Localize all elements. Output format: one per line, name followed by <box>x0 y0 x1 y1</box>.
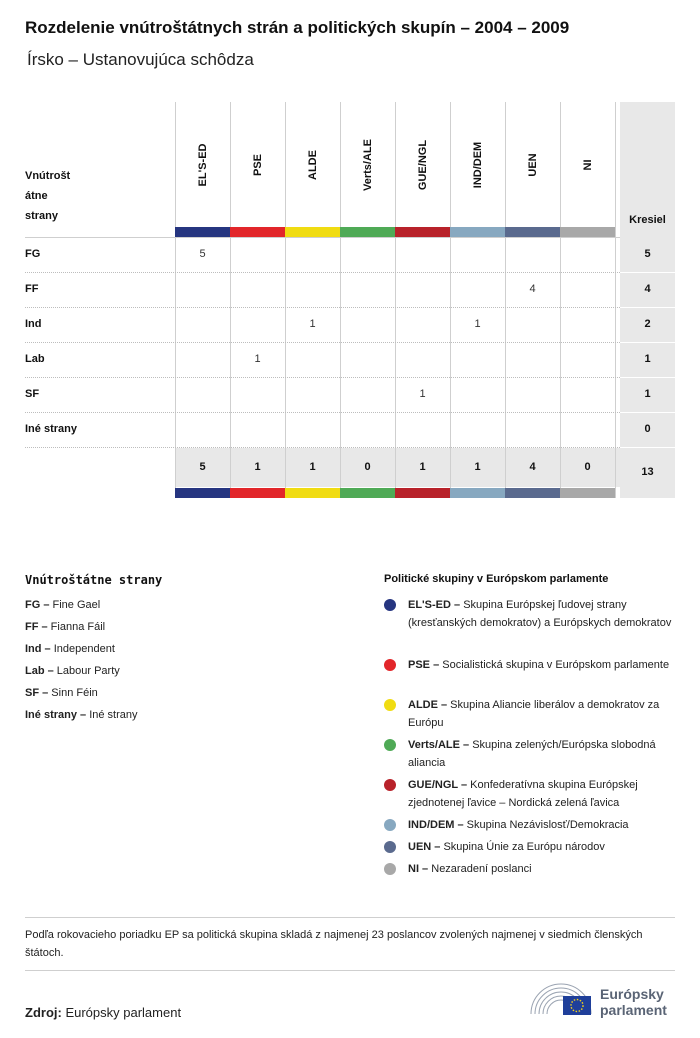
group-header-label: IND/DEM <box>471 141 484 189</box>
parties-column-header <box>25 166 70 226</box>
group-color-bar <box>175 227 230 237</box>
group-color-bar <box>560 488 615 498</box>
group-color-bar <box>395 227 450 237</box>
group-header <box>560 110 615 220</box>
row-party-label: Lab <box>25 353 45 365</box>
group-header-label: UEN <box>526 153 539 177</box>
group-header <box>395 110 450 220</box>
header-divider <box>25 237 620 238</box>
group-legend-item <box>408 596 678 632</box>
group-color-dot <box>384 779 396 791</box>
source <box>25 1005 181 1020</box>
parties-column-header-line: átne <box>25 190 48 202</box>
group-name: Skupina Nezávislosť/Demokracia <box>463 819 629 831</box>
group-legend-item <box>408 656 678 674</box>
party-name: Fianna Fáil <box>47 621 106 633</box>
group-header-label: EL'S-ED <box>196 143 209 187</box>
group-header <box>230 110 285 220</box>
row-seats-total: 4 <box>644 283 651 295</box>
party-abbr: Lab – <box>25 665 54 677</box>
party-legend-item <box>25 599 100 611</box>
row-divider <box>25 447 620 448</box>
seats-column-header: Kresiel <box>629 214 666 226</box>
divider <box>25 917 675 918</box>
group-color-dot <box>384 841 396 853</box>
group-color-dot <box>384 863 396 875</box>
column-total: 5 <box>199 461 206 473</box>
logo-text: Európsky parlament <box>600 986 667 1018</box>
group-header-label: NI <box>581 159 594 171</box>
group-color-bar <box>395 488 450 498</box>
row-party-label: FG <box>25 248 41 260</box>
group-color-dot <box>384 699 396 711</box>
column-total: 1 <box>419 461 426 473</box>
group-legend-item <box>408 816 678 834</box>
group-abbr: PSE – <box>408 659 440 671</box>
party-legend-item <box>25 709 138 721</box>
group-header <box>340 110 395 220</box>
row-divider <box>25 377 620 378</box>
parties-legend-title: Vnútroštátne strany <box>25 573 163 587</box>
seats-divider <box>620 412 675 413</box>
table-cell: 1 <box>254 353 261 365</box>
group-header-label: Verts/ALE <box>361 139 374 191</box>
column-total: 0 <box>584 461 591 473</box>
seats-divider <box>620 272 675 273</box>
group-color-bar <box>340 227 395 237</box>
footnote: Podľa rokovacieho poriadku EP sa politická skupina skladá z najmenej 23 poslancov zvolených najmenej v siedmich členských štátoch. <box>25 929 643 959</box>
group-color-dot <box>384 819 396 831</box>
group-legend-item <box>408 838 678 856</box>
party-name: Labour Party <box>53 665 120 677</box>
party-abbr: FG – <box>25 599 50 611</box>
group-name: Skupina Únie za Európu národov <box>440 841 605 853</box>
group-abbr: GUE/NGL – <box>408 779 468 791</box>
row-party-label: Ind <box>25 318 42 330</box>
group-header-label: PSE <box>251 153 264 177</box>
group-legend-item <box>408 696 678 732</box>
group-color-bar <box>505 488 560 498</box>
seats-divider <box>620 342 675 343</box>
page-title: Rozdelenie vnútroštátnych strán a politických skupín – 2004 – 2009 <box>25 18 570 37</box>
group-name: Skupina Európskej ľudovej strany (kresťanských demokratov) a Európskych demokratov <box>408 599 672 629</box>
row-seats-total: 5 <box>644 248 651 260</box>
group-name: Konfederatívna skupina Európskej zjednotenej ľavice – Nordická zelená ľavica <box>408 779 638 809</box>
group-color-bar <box>340 488 395 498</box>
row-divider <box>25 307 620 308</box>
group-abbr: UEN – <box>408 841 441 853</box>
group-abbr: EL'S-ED – <box>408 599 461 611</box>
party-abbr: Iné strany – <box>25 709 87 721</box>
group-header <box>285 110 340 220</box>
row-seats-total: 1 <box>644 388 651 400</box>
table-cell: 1 <box>309 318 316 330</box>
group-color-bar <box>285 488 340 498</box>
table-cell: 5 <box>199 248 206 260</box>
source-value: Európsky parlament <box>65 1005 182 1020</box>
party-abbr: FF – <box>25 621 48 633</box>
group-color-bar <box>450 488 505 498</box>
parties-column-header-line: Vnútrošt <box>25 170 71 182</box>
row-party-label: Iné strany <box>25 423 77 435</box>
table-cell: 1 <box>474 318 481 330</box>
group-header-label: GUE/NGL <box>416 139 429 191</box>
party-legend-item <box>25 665 120 677</box>
group-color-dot <box>384 739 396 751</box>
seats-divider <box>620 377 675 378</box>
column-total: 4 <box>529 461 536 473</box>
party-name: Independent <box>50 643 115 655</box>
party-legend-item <box>25 687 98 699</box>
seats-divider <box>620 307 675 308</box>
party-abbr: SF – <box>25 687 49 699</box>
group-color-bar <box>560 227 615 237</box>
group-name: Skupina Aliancie liberálov a demokratov za Európu <box>408 699 660 729</box>
group-header <box>175 110 230 220</box>
group-name: Skupina zelených/Európska slobodná aliancia <box>408 739 656 769</box>
group-color-bar <box>450 227 505 237</box>
group-abbr: ALDE – <box>408 699 448 711</box>
parties-column-header-line: strany <box>25 210 59 222</box>
group-name: Socialistická skupina v Európskom parlamente <box>439 659 670 671</box>
group-color-bar <box>230 488 285 498</box>
group-legend-item <box>408 736 678 772</box>
column-total: 1 <box>474 461 481 473</box>
row-seats-total: 0 <box>644 423 651 435</box>
row-party-label: FF <box>25 283 39 295</box>
row-seats-total: 2 <box>644 318 651 330</box>
party-abbr: Ind – <box>25 643 51 655</box>
row-seats-total: 1 <box>644 353 651 365</box>
group-abbr: Verts/ALE – <box>408 739 470 751</box>
groups-legend-title: Politické skupiny v Európskom parlamente <box>384 573 609 585</box>
divider <box>25 970 675 971</box>
seats-column <box>620 102 675 498</box>
table-cell: 1 <box>419 388 426 400</box>
source-label: Zdroj: <box>25 1005 62 1020</box>
group-legend-item <box>408 776 678 812</box>
row-divider <box>25 412 620 413</box>
group-color-dot <box>384 599 396 611</box>
party-legend-item <box>25 643 115 655</box>
group-name: Nezaradení poslanci <box>428 863 532 875</box>
table-cell: 4 <box>529 283 536 295</box>
column-total: 0 <box>364 461 371 473</box>
group-abbr: NI – <box>408 863 429 875</box>
seats-divider <box>620 447 675 448</box>
page-subtitle: Írsko – Ustanovujúca schôdza <box>27 50 254 69</box>
group-header <box>505 110 560 220</box>
row-divider <box>25 272 620 273</box>
column-total: 1 <box>309 461 316 473</box>
column-total: 1 <box>254 461 261 473</box>
group-abbr: IND/DEM – <box>408 819 464 831</box>
party-name: Iné strany <box>86 709 138 721</box>
group-color-bar <box>230 227 285 237</box>
group-header-label: ALDE <box>306 150 319 180</box>
row-divider <box>25 342 620 343</box>
party-name: Sinn Féin <box>48 687 98 699</box>
european-parliament-logo <box>529 980 593 1016</box>
group-color-bar <box>285 227 340 237</box>
group-color-bar <box>175 488 230 498</box>
group-color-bar <box>505 227 560 237</box>
party-name: Fine Gael <box>49 599 101 611</box>
group-header <box>450 110 505 220</box>
column-divider <box>615 102 616 498</box>
grand-total: 13 <box>641 466 654 478</box>
group-color-dot <box>384 659 396 671</box>
row-party-label: SF <box>25 388 40 400</box>
party-legend-item <box>25 621 105 633</box>
group-legend-item <box>408 860 678 878</box>
